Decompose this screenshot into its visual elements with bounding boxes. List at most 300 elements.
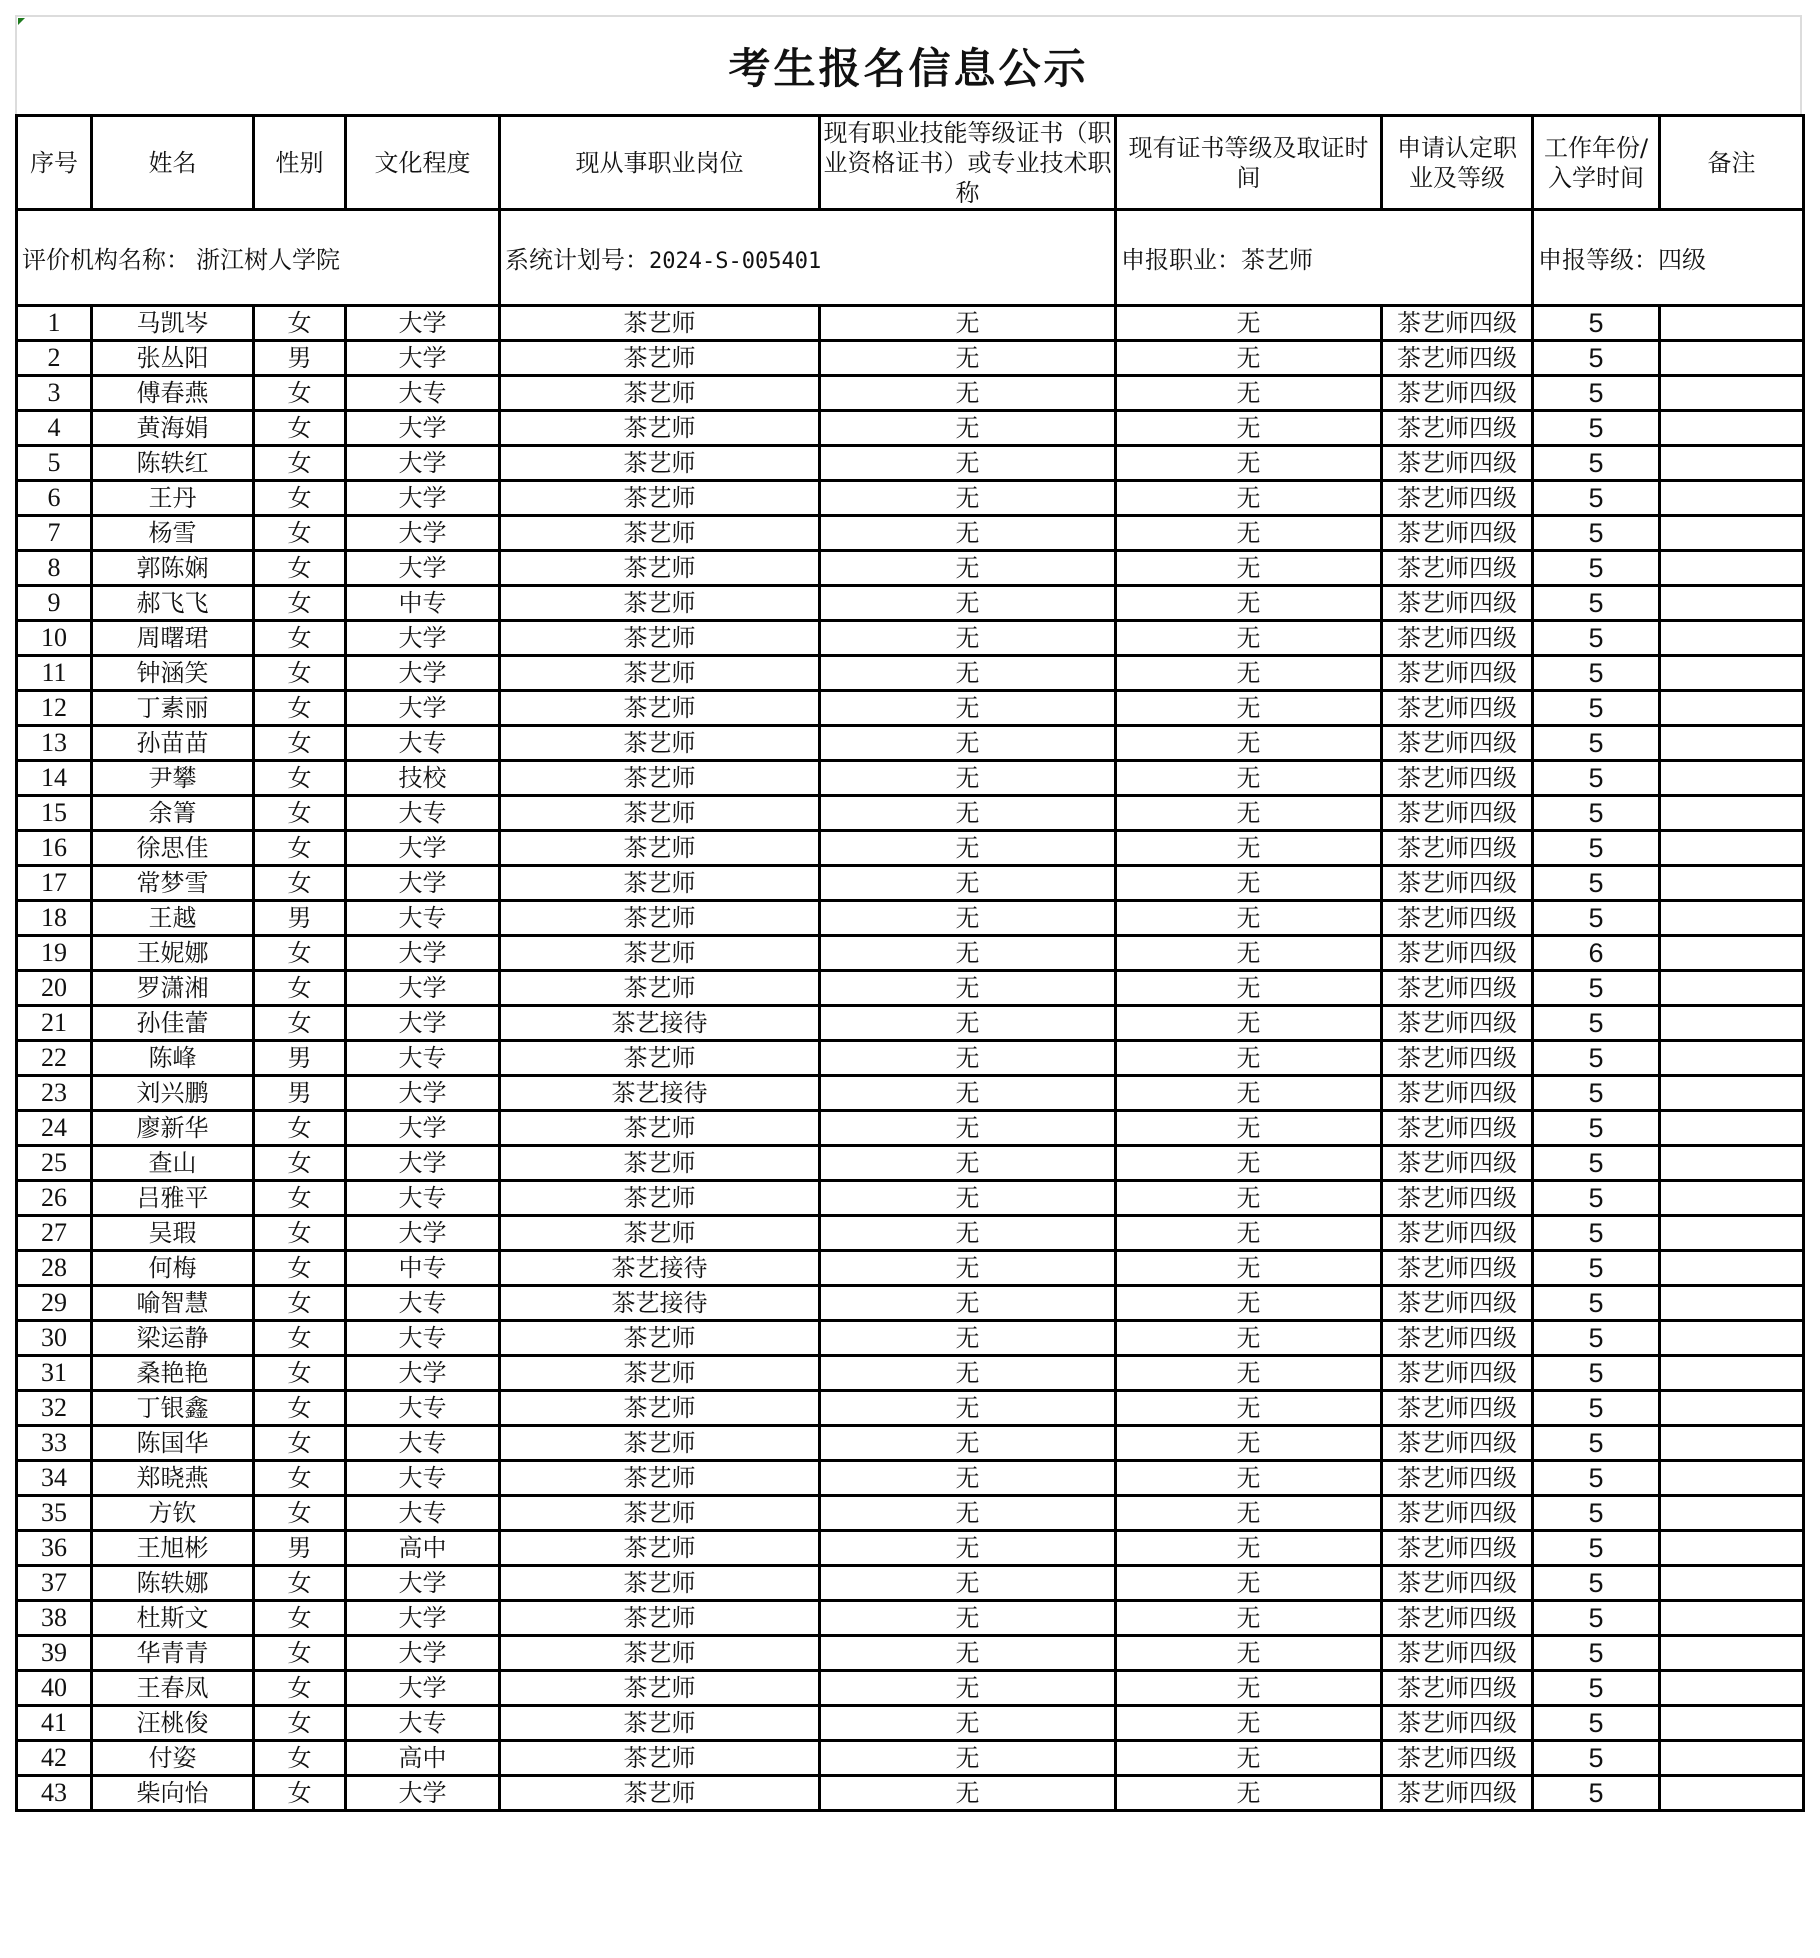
cell-current-post[interactable]: 茶艺接待 (500, 1286, 820, 1321)
cell-education[interactable]: 大专 (346, 901, 500, 936)
cell-name[interactable]: 孙苗苗 (92, 726, 254, 761)
cell-name[interactable]: 王丹 (92, 481, 254, 516)
cell-education[interactable]: 大学 (346, 866, 500, 901)
cell-current-post[interactable]: 茶艺师 (500, 1111, 820, 1146)
cell-gender[interactable]: 女 (254, 1566, 346, 1601)
cell-years[interactable]: 5 (1533, 1041, 1660, 1076)
cell-apply-level[interactable]: 茶艺师四级 (1382, 446, 1533, 481)
cell-cert-time[interactable]: 无 (1116, 1006, 1382, 1041)
cell-no[interactable]: 27 (17, 1216, 92, 1251)
cell-current-post[interactable]: 茶艺师 (500, 866, 820, 901)
cell-current-cert[interactable]: 无 (820, 1356, 1116, 1391)
cell-apply-level[interactable]: 茶艺师四级 (1382, 1496, 1533, 1531)
cell-no[interactable]: 43 (17, 1776, 92, 1811)
cell-remark[interactable] (1660, 1776, 1804, 1811)
cell-apply-level[interactable]: 茶艺师四级 (1382, 341, 1533, 376)
cell-gender[interactable]: 男 (254, 1076, 346, 1111)
cell-education[interactable]: 大专 (346, 1286, 500, 1321)
cell-current-cert[interactable]: 无 (820, 446, 1116, 481)
cell-remark[interactable] (1660, 831, 1804, 866)
cell-cert-time[interactable]: 无 (1116, 1356, 1382, 1391)
cell-gender[interactable]: 女 (254, 866, 346, 901)
cell-name[interactable]: 马凯岑 (92, 306, 254, 341)
cell-remark[interactable] (1660, 621, 1804, 656)
cell-years[interactable]: 5 (1533, 586, 1660, 621)
cell-current-cert[interactable]: 无 (820, 1426, 1116, 1461)
cell-remark[interactable] (1660, 1111, 1804, 1146)
cell-apply-level[interactable]: 茶艺师四级 (1382, 621, 1533, 656)
cell-remark[interactable] (1660, 1741, 1804, 1776)
cell-no[interactable]: 17 (17, 866, 92, 901)
cell-years[interactable]: 5 (1533, 1601, 1660, 1636)
cell-cert-time[interactable]: 无 (1116, 691, 1382, 726)
cell-education[interactable]: 大专 (346, 1496, 500, 1531)
cell-no[interactable]: 25 (17, 1146, 92, 1181)
cell-cert-time[interactable]: 无 (1116, 1321, 1382, 1356)
cell-remark[interactable] (1660, 341, 1804, 376)
cell-current-post[interactable]: 茶艺师 (500, 831, 820, 866)
cell-years[interactable]: 5 (1533, 341, 1660, 376)
cell-current-post[interactable]: 茶艺师 (500, 656, 820, 691)
cell-gender[interactable]: 女 (254, 621, 346, 656)
cell-gender[interactable]: 女 (254, 1321, 346, 1356)
cell-years[interactable]: 5 (1533, 691, 1660, 726)
cell-gender[interactable]: 男 (254, 1531, 346, 1566)
cell-current-post[interactable]: 茶艺师 (500, 621, 820, 656)
cell-current-cert[interactable]: 无 (820, 1216, 1116, 1251)
cell-remark[interactable] (1660, 411, 1804, 446)
cell-current-cert[interactable]: 无 (820, 971, 1116, 1006)
cell-education[interactable]: 大学 (346, 936, 500, 971)
cell-gender[interactable]: 女 (254, 1496, 346, 1531)
cell-apply-level[interactable]: 茶艺师四级 (1382, 1251, 1533, 1286)
cell-name[interactable]: 陈轶娜 (92, 1566, 254, 1601)
cell-years[interactable]: 5 (1533, 1216, 1660, 1251)
cell-name[interactable]: 陈国华 (92, 1426, 254, 1461)
cell-apply-level[interactable]: 茶艺师四级 (1382, 1041, 1533, 1076)
cell-cert-time[interactable]: 无 (1116, 586, 1382, 621)
cell-current-post[interactable]: 茶艺师 (500, 1776, 820, 1811)
cell-current-cert[interactable]: 无 (820, 901, 1116, 936)
cell-gender[interactable]: 女 (254, 1671, 346, 1706)
cell-current-post[interactable]: 茶艺师 (500, 1706, 820, 1741)
cell-no[interactable]: 6 (17, 481, 92, 516)
cell-education[interactable]: 大专 (346, 1706, 500, 1741)
cell-current-cert[interactable]: 无 (820, 1286, 1116, 1321)
cell-no[interactable]: 23 (17, 1076, 92, 1111)
col-header-apply-level[interactable]: 申请认定职业及等级 (1382, 116, 1533, 210)
col-header-education[interactable]: 文化程度 (346, 116, 500, 210)
cell-cert-time[interactable]: 无 (1116, 1391, 1382, 1426)
cell-remark[interactable] (1660, 761, 1804, 796)
cell-current-cert[interactable]: 无 (820, 1006, 1116, 1041)
cell-years[interactable]: 5 (1533, 726, 1660, 761)
cell-cert-time[interactable]: 无 (1116, 1601, 1382, 1636)
cell-cert-time[interactable]: 无 (1116, 971, 1382, 1006)
cell-current-cert[interactable]: 无 (820, 1496, 1116, 1531)
cell-no[interactable]: 8 (17, 551, 92, 586)
cell-current-post[interactable]: 茶艺师 (500, 1741, 820, 1776)
cell-years[interactable]: 5 (1533, 1251, 1660, 1286)
cell-name[interactable]: 郑晓燕 (92, 1461, 254, 1496)
cell-remark[interactable] (1660, 481, 1804, 516)
cell-cert-time[interactable]: 无 (1116, 1706, 1382, 1741)
cell-years[interactable]: 5 (1533, 446, 1660, 481)
cell-remark[interactable] (1660, 656, 1804, 691)
col-header-no[interactable]: 序号 (17, 116, 92, 210)
cell-no[interactable]: 21 (17, 1006, 92, 1041)
cell-education[interactable]: 大学 (346, 691, 500, 726)
cell-cert-time[interactable]: 无 (1116, 726, 1382, 761)
cell-name[interactable]: 郝飞飞 (92, 586, 254, 621)
cell-current-cert[interactable]: 无 (820, 1531, 1116, 1566)
cell-name[interactable]: 查山 (92, 1146, 254, 1181)
col-header-current-post[interactable]: 现从事职业岗位 (500, 116, 820, 210)
cell-current-post[interactable]: 茶艺师 (500, 341, 820, 376)
cell-no[interactable]: 40 (17, 1671, 92, 1706)
cell-cert-time[interactable]: 无 (1116, 376, 1382, 411)
cell-no[interactable]: 15 (17, 796, 92, 831)
cell-no[interactable]: 22 (17, 1041, 92, 1076)
cell-no[interactable]: 2 (17, 341, 92, 376)
cell-remark[interactable] (1660, 1076, 1804, 1111)
cell-cert-time[interactable]: 无 (1116, 306, 1382, 341)
cell-apply-level[interactable]: 茶艺师四级 (1382, 376, 1533, 411)
cell-current-cert[interactable]: 无 (820, 1321, 1116, 1356)
cell-remark[interactable] (1660, 586, 1804, 621)
cell-name[interactable]: 何梅 (92, 1251, 254, 1286)
cell-gender[interactable]: 女 (254, 656, 346, 691)
cell-current-cert[interactable]: 无 (820, 376, 1116, 411)
cell-cert-time[interactable]: 无 (1116, 796, 1382, 831)
cell-current-cert[interactable]: 无 (820, 1146, 1116, 1181)
cell-apply-level[interactable]: 茶艺师四级 (1382, 1566, 1533, 1601)
cell-remark[interactable] (1660, 1461, 1804, 1496)
cell-current-cert[interactable]: 无 (820, 1076, 1116, 1111)
cell-years[interactable]: 5 (1533, 901, 1660, 936)
cell-years[interactable]: 5 (1533, 866, 1660, 901)
cell-education[interactable]: 高中 (346, 1531, 500, 1566)
cell-gender[interactable]: 男 (254, 901, 346, 936)
cell-remark[interactable] (1660, 1391, 1804, 1426)
cell-years[interactable]: 5 (1533, 831, 1660, 866)
cell-name[interactable]: 常梦雪 (92, 866, 254, 901)
cell-current-cert[interactable]: 无 (820, 796, 1116, 831)
cell-no[interactable]: 12 (17, 691, 92, 726)
cell-apply-level[interactable]: 茶艺师四级 (1382, 516, 1533, 551)
cell-cert-time[interactable]: 无 (1116, 1776, 1382, 1811)
cell-remark[interactable] (1660, 691, 1804, 726)
cell-years[interactable]: 6 (1533, 936, 1660, 971)
cell-remark[interactable] (1660, 1706, 1804, 1741)
cell-no[interactable]: 35 (17, 1496, 92, 1531)
cell-cert-time[interactable]: 无 (1116, 831, 1382, 866)
cell-apply-level[interactable]: 茶艺师四级 (1382, 1636, 1533, 1671)
cell-years[interactable]: 5 (1533, 376, 1660, 411)
cell-current-post[interactable]: 茶艺师 (500, 1041, 820, 1076)
cell-remark[interactable] (1660, 1356, 1804, 1391)
cell-remark[interactable] (1660, 551, 1804, 586)
cell-name[interactable]: 郭陈娴 (92, 551, 254, 586)
cell-years[interactable]: 5 (1533, 1741, 1660, 1776)
cell-years[interactable]: 5 (1533, 1496, 1660, 1531)
cell-education[interactable]: 中专 (346, 586, 500, 621)
cell-cert-time[interactable]: 无 (1116, 1741, 1382, 1776)
cell-gender[interactable]: 女 (254, 796, 346, 831)
cell-current-post[interactable]: 茶艺师 (500, 1391, 820, 1426)
cell-no[interactable]: 29 (17, 1286, 92, 1321)
cell-years[interactable]: 5 (1533, 796, 1660, 831)
cell-no[interactable]: 30 (17, 1321, 92, 1356)
cell-current-cert[interactable]: 无 (820, 866, 1116, 901)
cell-gender[interactable]: 女 (254, 446, 346, 481)
cell-years[interactable]: 5 (1533, 1356, 1660, 1391)
cell-remark[interactable] (1660, 1566, 1804, 1601)
cell-apply-level[interactable]: 茶艺师四级 (1382, 1111, 1533, 1146)
cell-education[interactable]: 大学 (346, 1671, 500, 1706)
cell-remark[interactable] (1660, 446, 1804, 481)
cell-current-cert[interactable]: 无 (820, 936, 1116, 971)
cell-no[interactable]: 41 (17, 1706, 92, 1741)
cell-name[interactable]: 杜斯文 (92, 1601, 254, 1636)
cell-current-cert[interactable]: 无 (820, 1636, 1116, 1671)
cell-current-post[interactable]: 茶艺师 (500, 1566, 820, 1601)
cell-remark[interactable] (1660, 1671, 1804, 1706)
cell-name[interactable]: 黄海娟 (92, 411, 254, 446)
cell-apply-level[interactable]: 茶艺师四级 (1382, 971, 1533, 1006)
cell-cert-time[interactable]: 无 (1116, 1286, 1382, 1321)
cell-cert-time[interactable]: 无 (1116, 1216, 1382, 1251)
cell-apply-level[interactable]: 茶艺师四级 (1382, 1531, 1533, 1566)
cell-years[interactable]: 5 (1533, 1706, 1660, 1741)
cell-current-cert[interactable]: 无 (820, 1461, 1116, 1496)
cell-education[interactable]: 大学 (346, 831, 500, 866)
cell-education[interactable]: 大学 (346, 551, 500, 586)
cell-years[interactable]: 5 (1533, 1286, 1660, 1321)
cell-apply-level[interactable]: 茶艺师四级 (1382, 481, 1533, 516)
cell-name[interactable]: 王越 (92, 901, 254, 936)
cell-years[interactable]: 5 (1533, 1461, 1660, 1496)
cell-gender[interactable]: 女 (254, 1146, 346, 1181)
cell-education[interactable]: 大专 (346, 376, 500, 411)
cell-current-cert[interactable]: 无 (820, 621, 1116, 656)
cell-gender[interactable]: 女 (254, 971, 346, 1006)
cell-cert-time[interactable]: 无 (1116, 656, 1382, 691)
cell-current-post[interactable]: 茶艺师 (500, 516, 820, 551)
cell-education[interactable]: 大专 (346, 1321, 500, 1356)
cell-education[interactable]: 大学 (346, 1776, 500, 1811)
cell-current-post[interactable]: 茶艺师 (500, 971, 820, 1006)
cell-no[interactable]: 19 (17, 936, 92, 971)
cell-name[interactable]: 王妮娜 (92, 936, 254, 971)
cell-cert-time[interactable]: 无 (1116, 866, 1382, 901)
cell-current-post[interactable]: 茶艺师 (500, 691, 820, 726)
title-cell[interactable] (15, 15, 1802, 114)
cell-remark[interactable] (1660, 306, 1804, 341)
cell-no[interactable]: 37 (17, 1566, 92, 1601)
cell-education[interactable]: 大学 (346, 1636, 500, 1671)
cell-current-cert[interactable]: 无 (820, 1111, 1116, 1146)
cell-cert-time[interactable]: 无 (1116, 761, 1382, 796)
cell-years[interactable]: 5 (1533, 1076, 1660, 1111)
cell-education[interactable]: 大专 (346, 796, 500, 831)
cell-current-post[interactable]: 茶艺师 (500, 1601, 820, 1636)
cell-name[interactable]: 傅春燕 (92, 376, 254, 411)
cell-current-post[interactable]: 茶艺接待 (500, 1006, 820, 1041)
cell-apply-level[interactable]: 茶艺师四级 (1382, 1216, 1533, 1251)
cell-years[interactable]: 5 (1533, 1321, 1660, 1356)
cell-remark[interactable] (1660, 1146, 1804, 1181)
cell-apply-level[interactable]: 茶艺师四级 (1382, 691, 1533, 726)
cell-current-cert[interactable]: 无 (820, 691, 1116, 726)
cell-no[interactable]: 26 (17, 1181, 92, 1216)
cell-education[interactable]: 大专 (346, 726, 500, 761)
cell-apply-level[interactable]: 茶艺师四级 (1382, 1146, 1533, 1181)
cell-name[interactable]: 梁运静 (92, 1321, 254, 1356)
cell-cert-time[interactable]: 无 (1116, 1251, 1382, 1286)
cell-gender[interactable]: 女 (254, 1356, 346, 1391)
cell-current-post[interactable]: 茶艺师 (500, 376, 820, 411)
cell-cert-time[interactable]: 无 (1116, 411, 1382, 446)
cell-apply-level[interactable]: 茶艺师四级 (1382, 1076, 1533, 1111)
cell-name[interactable]: 柴向怡 (92, 1776, 254, 1811)
cell-name[interactable]: 张丛阳 (92, 341, 254, 376)
cell-current-cert[interactable]: 无 (820, 1776, 1116, 1811)
cell-apply-level[interactable]: 茶艺师四级 (1382, 1671, 1533, 1706)
cell-gender[interactable]: 女 (254, 1636, 346, 1671)
cell-name[interactable]: 方钦 (92, 1496, 254, 1531)
cell-gender[interactable]: 女 (254, 481, 346, 516)
cell-current-cert[interactable]: 无 (820, 1566, 1116, 1601)
cell-name[interactable]: 吕雅平 (92, 1181, 254, 1216)
cell-name[interactable]: 刘兴鹏 (92, 1076, 254, 1111)
cell-current-post[interactable]: 茶艺师 (500, 1426, 820, 1461)
cell-apply-level[interactable]: 茶艺师四级 (1382, 1321, 1533, 1356)
cell-no[interactable]: 34 (17, 1461, 92, 1496)
cell-current-post[interactable]: 茶艺师 (500, 761, 820, 796)
cell-no[interactable]: 28 (17, 1251, 92, 1286)
cell-no[interactable]: 32 (17, 1391, 92, 1426)
cell-gender[interactable]: 女 (254, 586, 346, 621)
cell-name[interactable]: 杨雪 (92, 516, 254, 551)
cell-gender[interactable]: 女 (254, 551, 346, 586)
cell-education[interactable]: 大学 (346, 621, 500, 656)
cell-name[interactable]: 周曙珺 (92, 621, 254, 656)
cell-gender[interactable]: 女 (254, 1181, 346, 1216)
cell-remark[interactable] (1660, 971, 1804, 1006)
cell-cert-time[interactable]: 无 (1116, 621, 1382, 656)
cell-years[interactable]: 5 (1533, 1006, 1660, 1041)
col-header-remark[interactable]: 备注 (1660, 116, 1804, 210)
cell-current-post[interactable]: 茶艺师 (500, 901, 820, 936)
cell-remark[interactable] (1660, 1601, 1804, 1636)
cell-current-post[interactable]: 茶艺师 (500, 1181, 820, 1216)
cell-apply-level[interactable]: 茶艺师四级 (1382, 306, 1533, 341)
cell-no[interactable]: 31 (17, 1356, 92, 1391)
cell-current-cert[interactable]: 无 (820, 656, 1116, 691)
cell-years[interactable]: 5 (1533, 1111, 1660, 1146)
cell-apply-level[interactable]: 茶艺师四级 (1382, 936, 1533, 971)
cell-name[interactable]: 桑艳艳 (92, 1356, 254, 1391)
cell-no[interactable]: 14 (17, 761, 92, 796)
cell-no[interactable]: 3 (17, 376, 92, 411)
col-header-gender[interactable]: 性别 (254, 116, 346, 210)
cell-gender[interactable]: 女 (254, 411, 346, 446)
cell-years[interactable]: 5 (1533, 1671, 1660, 1706)
cell-current-cert[interactable]: 无 (820, 1181, 1116, 1216)
cell-apply-level[interactable]: 茶艺师四级 (1382, 1006, 1533, 1041)
cell-no[interactable]: 11 (17, 656, 92, 691)
cell-current-cert[interactable]: 无 (820, 1601, 1116, 1636)
cell-cert-time[interactable]: 无 (1116, 1531, 1382, 1566)
cell-no[interactable]: 36 (17, 1531, 92, 1566)
cell-apply-level[interactable]: 茶艺师四级 (1382, 1601, 1533, 1636)
cell-years[interactable]: 5 (1533, 1146, 1660, 1181)
cell-gender[interactable]: 女 (254, 936, 346, 971)
cell-current-post[interactable]: 茶艺师 (500, 1321, 820, 1356)
cell-name[interactable]: 钟涵笑 (92, 656, 254, 691)
cell-no[interactable]: 5 (17, 446, 92, 481)
cell-education[interactable]: 大学 (346, 1356, 500, 1391)
cell-remark[interactable] (1660, 1636, 1804, 1671)
cell-current-post[interactable]: 茶艺师 (500, 726, 820, 761)
cell-remark[interactable] (1660, 1496, 1804, 1531)
cell-apply-level[interactable]: 茶艺师四级 (1382, 901, 1533, 936)
cell-years[interactable]: 5 (1533, 516, 1660, 551)
col-header-name[interactable]: 姓名 (92, 116, 254, 210)
cell-cert-time[interactable]: 无 (1116, 1496, 1382, 1531)
cell-gender[interactable]: 女 (254, 516, 346, 551)
cell-apply-level[interactable]: 茶艺师四级 (1382, 1426, 1533, 1461)
cell-remark[interactable] (1660, 901, 1804, 936)
cell-remark[interactable] (1660, 1041, 1804, 1076)
cell-cert-time[interactable]: 无 (1116, 481, 1382, 516)
cell-remark[interactable] (1660, 1181, 1804, 1216)
plan-cell[interactable] (500, 210, 1116, 306)
cell-apply-level[interactable]: 茶艺师四级 (1382, 1391, 1533, 1426)
cell-years[interactable]: 5 (1533, 971, 1660, 1006)
cell-current-cert[interactable]: 无 (820, 831, 1116, 866)
cell-current-cert[interactable]: 无 (820, 1706, 1116, 1741)
cell-no[interactable]: 4 (17, 411, 92, 446)
cell-name[interactable]: 付姿 (92, 1741, 254, 1776)
cell-gender[interactable]: 女 (254, 1216, 346, 1251)
cell-gender[interactable]: 女 (254, 1706, 346, 1741)
cell-education[interactable]: 大学 (346, 1566, 500, 1601)
cell-current-post[interactable]: 茶艺师 (500, 936, 820, 971)
cell-years[interactable]: 5 (1533, 1391, 1660, 1426)
cell-current-cert[interactable]: 无 (820, 481, 1116, 516)
cell-education[interactable]: 大专 (346, 1426, 500, 1461)
cell-gender[interactable]: 男 (254, 1041, 346, 1076)
cell-remark[interactable] (1660, 726, 1804, 761)
cell-apply-level[interactable]: 茶艺师四级 (1382, 1776, 1533, 1811)
cell-remark[interactable] (1660, 866, 1804, 901)
cell-education[interactable]: 大学 (346, 341, 500, 376)
cell-current-post[interactable]: 茶艺师 (500, 1671, 820, 1706)
cell-gender[interactable]: 女 (254, 1426, 346, 1461)
cell-cert-time[interactable]: 无 (1116, 1636, 1382, 1671)
col-header-cert-time[interactable]: 现有证书等级及取证时间 (1116, 116, 1382, 210)
cell-apply-level[interactable]: 茶艺师四级 (1382, 1286, 1533, 1321)
cell-no[interactable]: 20 (17, 971, 92, 1006)
cell-gender[interactable]: 女 (254, 306, 346, 341)
cell-remark[interactable] (1660, 376, 1804, 411)
col-header-current-cert[interactable]: 现有职业技能等级证书（职业资格证书）或专业技术职称 (820, 116, 1116, 210)
cell-education[interactable]: 大学 (346, 411, 500, 446)
cell-apply-level[interactable]: 茶艺师四级 (1382, 586, 1533, 621)
cell-apply-level[interactable]: 茶艺师四级 (1382, 1181, 1533, 1216)
